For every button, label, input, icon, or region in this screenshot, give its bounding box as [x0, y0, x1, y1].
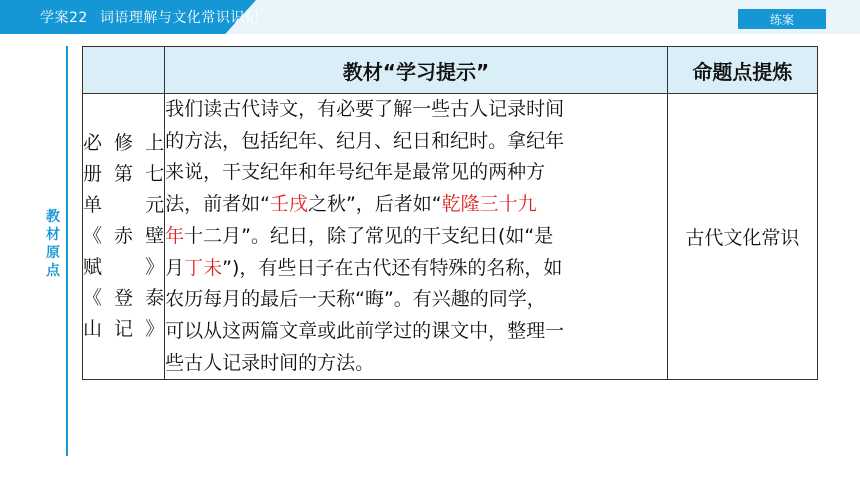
content-line: 农历每月的最后一天称“晦”。有兴趣的同学， — [165, 288, 546, 311]
lesson-title: 词语理解与文化常识识记 — [99, 10, 260, 26]
side-divider — [66, 46, 68, 456]
source-line: 赋 》 — [83, 256, 165, 279]
content-line: 来说，干支纪年和年号纪年是最常见的两种方 — [165, 161, 546, 184]
source-line: 必修上 — [83, 132, 165, 155]
section-label: 教 材 原 点 — [46, 209, 60, 279]
text-run: 之秋”，后者如“ — [307, 193, 442, 216]
source-cell — [83, 94, 165, 380]
content-line: 可以从这两篇文章或此前学过的课文中，整理一 — [165, 319, 565, 342]
source-line: 山记》 — [83, 318, 165, 341]
content-line — [165, 221, 667, 253]
header-empty-cell — [83, 47, 165, 94]
source-line: 册第七 — [83, 163, 165, 186]
highlight-term: 乾隆三十九 — [441, 193, 537, 216]
lesson-number: 学案22 — [40, 10, 88, 26]
highlight-term: 年 — [165, 224, 185, 247]
drill-button[interactable]: 练案 — [738, 9, 826, 29]
content-line — [165, 189, 667, 221]
highlight-term: 丁未 — [184, 256, 223, 279]
text-run: 法，前者如“ — [165, 193, 270, 216]
text-run: 十二月”。纪日，除了常见的干支纪日(如“是 — [184, 224, 554, 247]
content-line: 我们读古代诗文，有必要了解一些古人记录时间 — [165, 98, 565, 120]
text-run: 月 — [165, 256, 185, 279]
lesson-tab-title — [40, 7, 259, 27]
text-run: ”)，有些日子在古代还有特殊的名称，如 — [222, 256, 563, 279]
header-hints: 教材“学习提示” — [165, 47, 668, 94]
exam-point-cell: 古代文化常识 — [667, 94, 817, 380]
hint-content-cell — [165, 94, 668, 380]
content-line — [165, 253, 667, 285]
table-row — [83, 94, 818, 380]
source-line: 单 元 — [83, 194, 165, 217]
highlight-term: 壬戌 — [269, 193, 308, 216]
table-header-row — [83, 47, 818, 94]
content-table — [82, 46, 818, 380]
header-points: 命题点提炼 — [667, 47, 817, 94]
source-line: 《登泰 — [83, 287, 165, 310]
content-line: 些古人记录时间的方法。 — [165, 351, 375, 374]
source-line: 《赤壁 — [83, 225, 165, 248]
content-line: 的方法，包括纪年、纪月、纪日和纪时。拿纪年 — [165, 129, 565, 152]
